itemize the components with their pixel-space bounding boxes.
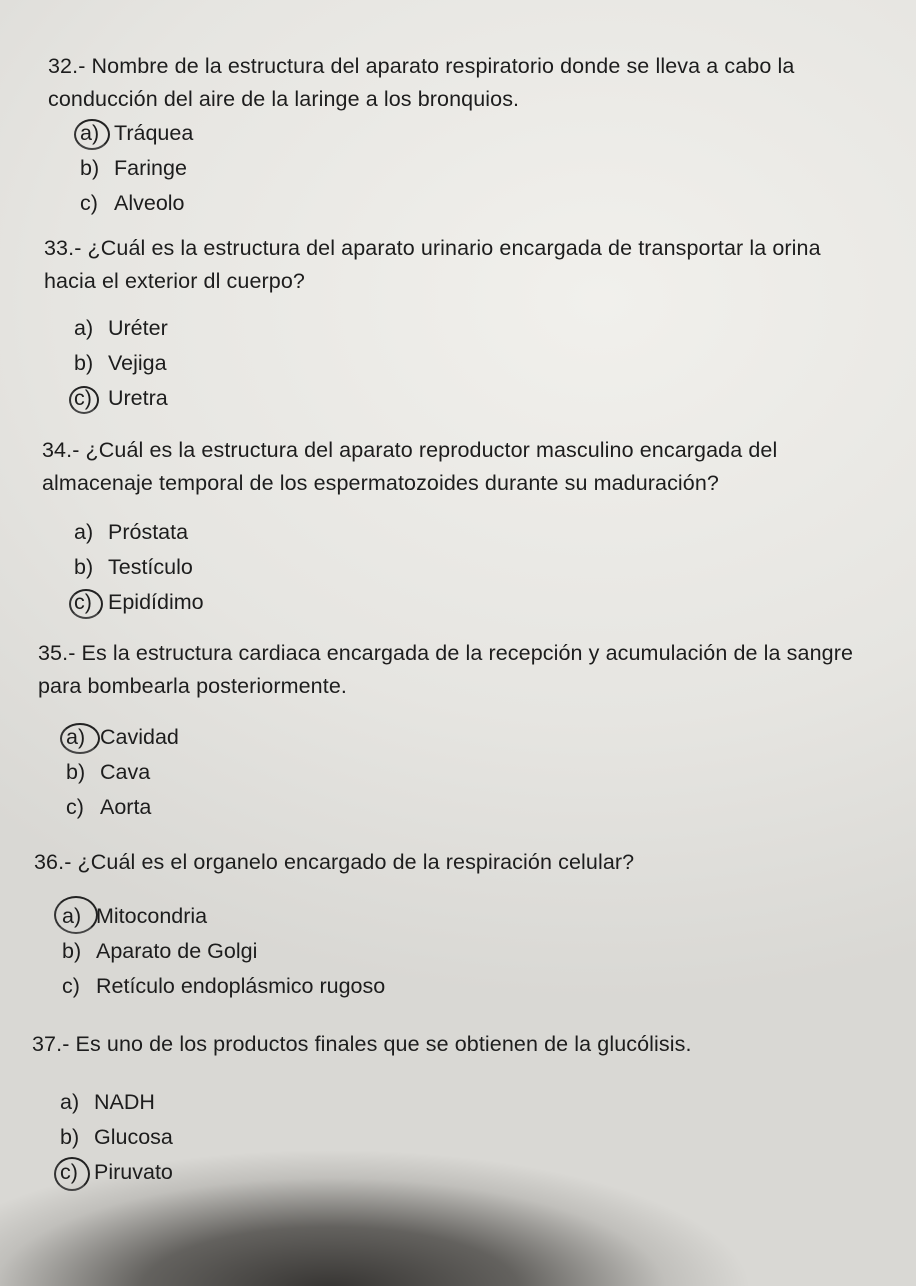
option-letter: a) bbox=[80, 116, 114, 151]
option-33-b bbox=[74, 346, 168, 381]
question-35-options bbox=[66, 720, 179, 825]
option-text: Glucosa bbox=[94, 1125, 173, 1149]
option-text: Aorta bbox=[100, 795, 152, 819]
option-35-a bbox=[66, 720, 179, 755]
option-34-a bbox=[74, 515, 204, 550]
option-32-c bbox=[80, 186, 193, 221]
question-34-text: 34.- ¿Cuál es la estructura del aparato reproductor masculino encargada del almacenaje temporal de los espermatozoides durante su maduración? bbox=[42, 438, 778, 495]
option-text: Retículo endoplásmico rugoso bbox=[96, 974, 386, 998]
option-letter: b) bbox=[60, 1125, 80, 1149]
option-text: Uretra bbox=[108, 386, 168, 410]
option-letter: b) bbox=[66, 760, 86, 784]
question-33-text: 33.- ¿Cuál es la estructura del aparato urinario encargada de transportar la orina hacia el exterior dl cuerpo? bbox=[44, 236, 821, 293]
question-37-text: 37.- Es uno de los productos finales que se obtienen de la glucólisis. bbox=[32, 1032, 692, 1056]
option-letter: c) bbox=[62, 974, 80, 998]
option-text: Uréter bbox=[108, 316, 168, 340]
question-32-text: 32.- Nombre de la estructura del aparato respiratorio donde se lleva a cabo la conducción del aire de la laringe a los bronquios. bbox=[48, 54, 795, 111]
option-34-c bbox=[74, 585, 204, 620]
option-text: Próstata bbox=[108, 520, 189, 544]
option-letter: c) bbox=[74, 381, 108, 416]
option-letter: c) bbox=[74, 585, 108, 620]
option-32-b bbox=[80, 151, 193, 186]
option-letter: b) bbox=[74, 555, 94, 579]
option-text: Mitocondria bbox=[96, 904, 208, 928]
option-letter: b) bbox=[74, 351, 94, 375]
question-32-options bbox=[80, 116, 193, 221]
option-37-a bbox=[60, 1085, 173, 1120]
option-35-c bbox=[66, 790, 179, 825]
option-text: Aparato de Golgi bbox=[96, 939, 258, 963]
option-36-b bbox=[62, 934, 385, 969]
option-letter: a) bbox=[66, 720, 100, 755]
option-33-a bbox=[74, 311, 168, 346]
option-34-b bbox=[74, 550, 204, 585]
option-text: Faringe bbox=[114, 156, 187, 180]
question-37-options bbox=[60, 1085, 173, 1190]
option-35-b bbox=[66, 755, 179, 790]
option-37-c bbox=[60, 1155, 173, 1190]
option-36-c bbox=[62, 969, 385, 1004]
question-33-options bbox=[74, 311, 168, 416]
option-text: Cavidad bbox=[100, 725, 179, 749]
option-text: Tráquea bbox=[114, 121, 194, 145]
option-letter: c) bbox=[66, 795, 84, 819]
option-letter: a) bbox=[60, 1090, 80, 1114]
option-33-c bbox=[74, 381, 168, 416]
option-letter: b) bbox=[80, 156, 100, 180]
option-36-a bbox=[62, 899, 385, 934]
option-letter: a) bbox=[74, 316, 94, 340]
option-text: Epidídimo bbox=[108, 590, 204, 614]
question-36-text: 36.- ¿Cuál es el organelo encargado de la respiración celular? bbox=[34, 850, 635, 874]
question-34-options bbox=[74, 515, 204, 620]
option-letter: b) bbox=[62, 939, 82, 963]
option-text: Vejiga bbox=[108, 351, 167, 375]
option-letter: c) bbox=[80, 191, 98, 215]
option-text: Cava bbox=[100, 760, 151, 784]
option-text: Piruvato bbox=[94, 1160, 173, 1184]
option-32-a bbox=[80, 116, 193, 151]
question-36-options bbox=[62, 899, 385, 1004]
option-text: Alveolo bbox=[114, 191, 185, 215]
option-letter: c) bbox=[60, 1155, 94, 1190]
option-letter: a) bbox=[62, 899, 96, 934]
option-text: Testículo bbox=[108, 555, 193, 579]
option-text: NADH bbox=[94, 1090, 155, 1114]
option-37-b bbox=[60, 1120, 173, 1155]
option-letter: a) bbox=[74, 520, 94, 544]
question-35-text: 35.- Es la estructura cardiaca encargada de la recepción y acumulación de la sangre para bombearla posteriormente. bbox=[38, 641, 854, 698]
